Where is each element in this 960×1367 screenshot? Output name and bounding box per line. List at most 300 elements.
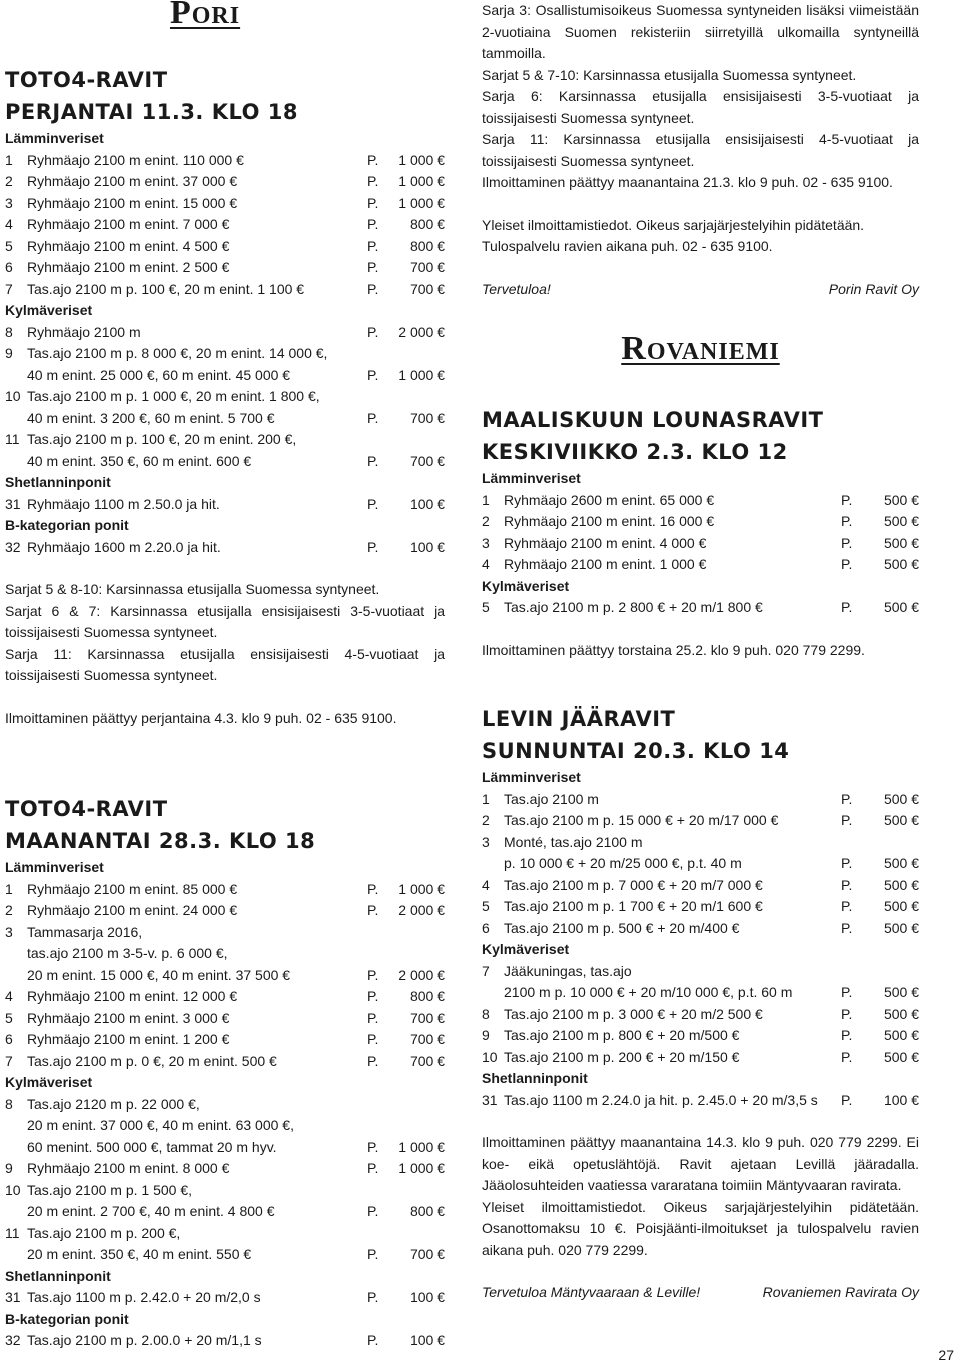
race-row	[5, 1008, 445, 1030]
prize-label: P.	[841, 491, 853, 508]
race-row	[482, 533, 919, 555]
race-description: Ryhmäajo 1100 m 2.50.0 ja hit.	[27, 495, 220, 512]
race-row	[5, 900, 445, 922]
race-description: Ryhmäajo 2100 m enint. 1 200 €	[27, 1031, 230, 1047]
race-description: 40 m enint. 350 €, 60 m enint. 600 €	[27, 452, 252, 469]
section-title: Kylmäveriset	[5, 1074, 93, 1090]
race-row	[5, 1158, 445, 1180]
prize-amount: 500 €	[883, 984, 919, 1000]
race-description: Ryhmäajo 2600 m enint. 65 000 €	[504, 491, 715, 508]
race-list	[5, 857, 445, 1352]
race-number: 11	[5, 431, 20, 447]
race-number: 10	[5, 388, 21, 404]
race-description: Ryhmäajo 2100 m	[27, 323, 141, 340]
race-row	[5, 236, 445, 258]
section-title: Shetlanninponit	[5, 474, 111, 490]
race-row	[5, 386, 445, 408]
signature	[482, 279, 919, 301]
race-description: Tammasarja 2016,	[27, 923, 143, 940]
prize-label: P.	[841, 599, 853, 615]
race-number: 9	[5, 1160, 13, 1176]
race-description: Tas.ajo 2100 m p. 8 000 €, 20 m enint. 14 000 €,	[27, 345, 328, 361]
race-row	[5, 879, 445, 901]
race-description: Tas.ajo 2100 m p. 500 € + 20 m/400 €	[504, 919, 740, 936]
race-row	[5, 408, 445, 430]
event-heading: LEVIN JÄÄRAVIT	[482, 707, 676, 731]
prize-amount	[389, 1180, 445, 1202]
note-paragraph: Sarjat 5 & 7-10: Karsinnassa etusijalla Suomessa syntyneet.	[482, 66, 857, 83]
section-title: Shetlanninponit	[5, 1267, 111, 1284]
prize-amount	[863, 832, 919, 854]
race-description: Tas.ajo 2100 m p. 200 €,	[27, 1224, 181, 1241]
race-row	[5, 171, 445, 193]
race-row	[5, 1094, 445, 1116]
greeting: Tervetuloa!	[482, 280, 551, 297]
event-date-heading: MAANANTAI 28.3. KLO 18	[5, 829, 316, 853]
greeting: Tervetuloa Mäntyvaaraan & Leville!	[482, 1284, 701, 1300]
prize-label: P.	[841, 984, 853, 1000]
prize-amount: 1 000 €	[398, 880, 445, 897]
prize-label: P.	[367, 280, 379, 297]
race-number: 3	[482, 534, 490, 551]
prize-amount: 2 000 €	[398, 902, 445, 918]
organizer: Porin Ravit Oy	[828, 280, 919, 297]
race-number: 1	[482, 790, 490, 807]
race-number	[5, 1244, 27, 1266]
prize-amount	[389, 1094, 445, 1116]
race-number	[482, 853, 504, 875]
race-row	[482, 1047, 919, 1069]
race-number: 2	[5, 173, 13, 189]
prize-label: P.	[367, 173, 379, 189]
prize-label	[367, 1223, 389, 1245]
race-number: 5	[5, 1009, 13, 1026]
race-row	[482, 511, 919, 533]
prize-amount: 100 €	[883, 1091, 919, 1108]
race-description: p. 10 000 € + 20 m/25 000 €, p.t. 40 m	[504, 855, 742, 871]
race-row	[5, 986, 445, 1008]
prize-amount: 800 €	[409, 237, 445, 254]
prize-amount: 800 €	[409, 1203, 445, 1219]
race-description: tas.ajo 2100 m 3-5-v. p. 6 000 €,	[27, 945, 228, 961]
race-description: Tas.ajo 2100 m p. 800 € + 20 m/500 €	[504, 1027, 740, 1043]
prize-label: P.	[841, 919, 853, 936]
race-number: 6	[5, 259, 13, 275]
race-description: Ryhmäajo 2100 m enint. 37 000 €	[27, 173, 238, 189]
prize-label: P.	[367, 988, 379, 1004]
event-date-heading: KESKIVIIKKO 2.3. KLO 12	[482, 440, 788, 464]
note-paragraph: Ilmoittaminen päättyy maanantaina 14.3. klo 9 puh. 020 779 2299. Ei koe- eikä opetuslähtöjä. Ravit ajetaan Levillä jääradalla. Jääolosuhteiden vaatiessa vararatana toimiin Mäntyvaaran ravirata.	[482, 1134, 919, 1193]
race-description: 40 m enint. 3 200 €, 60 m enint. 5 700 €	[27, 409, 275, 426]
race-number: 6	[482, 919, 490, 936]
race-number	[5, 1137, 27, 1159]
race-number: 10	[482, 1048, 498, 1065]
race-list	[5, 128, 445, 558]
prize-amount: 700 €	[409, 452, 445, 469]
page-number: 27	[938, 1347, 954, 1363]
section-title: Kylmäveriset	[5, 302, 93, 318]
prize-label: P.	[367, 880, 379, 897]
prize-amount: 100 €	[409, 1289, 445, 1305]
race-row	[5, 150, 445, 172]
race-description: 20 m enint. 15 000 €, 40 m enint. 37 500 €	[27, 966, 291, 983]
race-row	[482, 982, 919, 1004]
race-row	[5, 537, 445, 559]
section-title: B-kategorian ponit	[5, 1310, 129, 1327]
note-paragraph: Sarja 3: Osallistumisoikeus Suomessa syntyneiden lisäksi viimeistään 2-vuotiaina Suomen rekisteriin siirretyillä ulkomailla syntyneillä tammoilla.	[482, 2, 919, 61]
note-paragraph: Sarjat 6 & 7: Karsinnassa etusijalla ensisijaisesti 3-5-vuotiaat ja toissijaisesti Suomessa syntyneet.	[5, 602, 445, 640]
race-row	[482, 875, 919, 897]
race-description: Tas.ajo 2100 m p. 2.00.0 + 20 m/1,1 s	[27, 1332, 262, 1348]
venue-title-pori: Pori	[170, 0, 241, 31]
race-description: 40 m enint. 25 000 €, 60 m enint. 45 000 €	[27, 366, 291, 383]
race-description: Tas.ajo 2100 m p. 7 000 € + 20 m/7 000 €	[504, 876, 763, 893]
prize-label: P.	[367, 495, 379, 512]
race-number: 31	[5, 1289, 21, 1305]
prize-amount	[389, 1115, 445, 1137]
prize-amount: 500 €	[883, 919, 919, 936]
race-list	[482, 468, 919, 619]
section-title: Lämminveriset	[482, 769, 581, 785]
prize-label: P.	[367, 151, 379, 168]
prize-amount	[863, 961, 919, 983]
race-number: 3	[482, 833, 490, 850]
race-row	[5, 1330, 445, 1352]
note-paragraph: Yleiset ilmoittamistiedot. Oikeus sarjajärjestelyihin pidätetään. Osanottomaksu 10 €. Poisjäänti-ilmoitukset ja tulospalvelu ravien aikana puh. 020 779 2299.	[482, 1198, 919, 1258]
event-heading: TOTO4-RAVIT	[5, 797, 168, 821]
race-description: Ryhmäajo 2100 m enint. 16 000 €	[504, 513, 715, 529]
race-row	[5, 1201, 445, 1223]
race-number	[5, 965, 27, 987]
race-description: Tas.ajo 2100 m p. 1 500 €,	[27, 1181, 192, 1198]
race-number: 31	[5, 495, 21, 512]
race-row	[482, 918, 919, 940]
race-description: Ryhmäajo 2100 m enint. 85 000 €	[27, 880, 238, 897]
race-description: Tas.ajo 2100 m p. 100 €, 20 m enint. 200 €,	[27, 431, 297, 447]
race-description: Tas.ajo 2100 m p. 1 000 €, 20 m enint. 1 800 €,	[27, 388, 320, 404]
prize-amount: 100 €	[409, 1332, 445, 1348]
prize-amount: 1 000 €	[398, 151, 445, 168]
race-number: 5	[482, 599, 490, 615]
prize-label: P.	[367, 1138, 379, 1155]
prize-label: P.	[367, 409, 379, 426]
race-row	[5, 943, 445, 965]
organizer: Rovaniemen Ravirata Oy	[762, 1284, 919, 1300]
race-description: Jääkuningas, tas.ajo	[504, 962, 632, 979]
event-heading: TOTO4-RAVIT	[5, 68, 168, 92]
race-number: 1	[5, 151, 13, 168]
prize-label: P.	[367, 1332, 379, 1348]
prize-amount: 800 €	[409, 988, 445, 1004]
prize-amount: 100 €	[409, 538, 445, 555]
race-row	[5, 451, 445, 473]
prize-amount: 500 €	[883, 556, 919, 572]
race-number: 7	[5, 280, 13, 297]
section-title: Lämminveriset	[5, 859, 104, 875]
race-number	[5, 365, 27, 387]
prize-label: P.	[367, 452, 379, 469]
race-description: Ryhmäajo 2100 m enint. 4 500 €	[27, 237, 230, 254]
section-title: Kylmäveriset	[482, 577, 570, 594]
race-number	[482, 982, 504, 1004]
prize-amount: 500 €	[883, 491, 919, 508]
race-number	[5, 451, 27, 473]
race-row	[5, 279, 445, 301]
race-row	[5, 193, 445, 215]
race-row	[482, 1090, 919, 1112]
race-row	[5, 1115, 445, 1137]
race-row	[5, 494, 445, 516]
section-title: Lämminveriset	[482, 470, 581, 486]
event-date-heading: SUNNUNTAI 20.3. KLO 14	[482, 739, 790, 763]
race-row	[5, 1287, 445, 1309]
race-row	[5, 429, 445, 451]
prize-amount: 100 €	[409, 495, 445, 512]
race-row	[5, 1244, 445, 1266]
race-row	[482, 896, 919, 918]
race-description: 60 menint. 500 000 €, tammat 20 m hyv.	[27, 1138, 277, 1155]
race-row	[5, 322, 445, 344]
race-row	[482, 490, 919, 512]
note-paragraph: Ilmoittaminen päättyy maanantaina 21.3. klo 9 puh. 02 - 635 9100.	[482, 174, 893, 190]
prize-label: P.	[367, 1289, 379, 1305]
prize-label: P.	[841, 855, 853, 871]
note-paragraph: Tulospalvelu ravien aikana puh. 02 - 635 9100.	[482, 238, 773, 254]
prize-label: P.	[367, 966, 379, 983]
race-number: 1	[5, 880, 13, 897]
prize-label: P.	[367, 194, 379, 211]
race-number: 2	[482, 812, 490, 828]
race-row	[5, 965, 445, 987]
prize-amount: 700 €	[409, 259, 445, 275]
prize-amount: 500 €	[883, 513, 919, 529]
prize-label	[367, 386, 389, 408]
race-number: 3	[5, 194, 13, 211]
race-row	[482, 853, 919, 875]
prize-amount	[389, 343, 445, 365]
prize-label: P.	[367, 538, 379, 555]
prize-label: P.	[841, 556, 853, 572]
prize-amount: 500 €	[883, 1048, 919, 1065]
prize-amount: 2 000 €	[398, 323, 445, 340]
prize-label: P.	[367, 1160, 379, 1176]
race-description: Tas.ajo 1100 m 2.24.0 ja hit. p. 2.45.0 + 20 m/3,5 s	[504, 1091, 818, 1108]
note-paragraph: Sarja 11: Karsinnassa etusijalla ensisijaisesti 4-5-vuotiaat ja toissijaisesti Suomessa syntyneet.	[482, 131, 919, 169]
prize-amount: 1 000 €	[398, 366, 445, 383]
prize-amount: 800 €	[409, 216, 445, 232]
race-number: 9	[482, 1027, 490, 1043]
race-number: 3	[5, 923, 13, 940]
prize-label	[367, 429, 389, 451]
race-description: Ryhmäajo 2100 m enint. 3 000 €	[27, 1009, 230, 1026]
prize-label: P.	[841, 876, 853, 893]
prize-amount: 700 €	[409, 1246, 445, 1262]
prize-amount: 500 €	[883, 599, 919, 615]
race-number: 1	[482, 491, 490, 508]
prize-amount: 1 000 €	[398, 1138, 445, 1155]
prize-label: P.	[841, 812, 853, 828]
race-notes	[482, 0, 919, 194]
prize-label: P.	[367, 1031, 379, 1047]
note-paragraph: Yleiset ilmoittamistiedot. Oikeus sarjajärjestelyihin pidätetään.	[482, 216, 865, 233]
prize-label	[367, 1180, 389, 1202]
race-number	[5, 1115, 27, 1137]
race-row	[5, 214, 445, 236]
prize-amount: 700 €	[409, 1031, 445, 1047]
prize-label	[841, 832, 863, 854]
race-description: Ryhmäajo 2100 m enint. 2 500 €	[27, 259, 230, 275]
prize-amount: 500 €	[883, 898, 919, 914]
race-row	[482, 789, 919, 811]
prize-amount: 1 000 €	[398, 194, 445, 211]
race-number: 4	[5, 988, 13, 1004]
prize-label: P.	[367, 902, 379, 918]
race-number: 8	[5, 323, 13, 340]
race-row	[5, 1051, 445, 1073]
race-row	[5, 365, 445, 387]
race-row	[5, 1223, 445, 1245]
prize-label	[367, 1094, 389, 1116]
race-number: 2	[5, 902, 13, 918]
prize-amount	[389, 922, 445, 944]
prize-amount	[389, 386, 445, 408]
prize-amount: 500 €	[883, 876, 919, 893]
prize-amount: 500 €	[883, 534, 919, 551]
race-number	[5, 1201, 27, 1223]
race-row	[482, 597, 919, 619]
prize-label: P.	[841, 1027, 853, 1043]
race-description: Tas.ajo 2100 m p. 1 700 € + 20 m/1 600 €	[504, 898, 763, 914]
race-number: 7	[5, 1052, 13, 1069]
race-description: Tas.ajo 1100 m p. 2.42.0 + 20 m/2,0 s	[27, 1289, 261, 1305]
prize-amount: 700 €	[409, 409, 445, 426]
race-description: Ryhmäajo 2100 m enint. 24 000 €	[27, 902, 238, 918]
prize-label: P.	[367, 1203, 379, 1219]
race-row	[5, 922, 445, 944]
prize-label: P.	[367, 366, 379, 383]
race-number: 8	[5, 1095, 13, 1112]
prize-amount: 700 €	[409, 280, 445, 297]
race-number: 10	[5, 1181, 21, 1198]
prize-label	[367, 922, 389, 944]
note-paragraph: Sarja 6: Karsinnassa etusijalla ensisijaisesti 3-5-vuotiaat ja toissijaisesti Suomessa syntyneet.	[482, 88, 919, 126]
prize-label: P.	[367, 1009, 379, 1026]
prize-label: P.	[367, 323, 379, 340]
race-number: 4	[5, 216, 13, 232]
race-description: 20 m enint. 37 000 €, 40 m enint. 63 000 €,	[27, 1117, 294, 1133]
race-description: Ryhmäajo 2100 m enint. 15 000 €	[27, 194, 238, 211]
left-column	[5, 0, 445, 1352]
prize-label: P.	[367, 259, 379, 275]
race-number: 32	[5, 538, 21, 555]
race-description: Tas.ajo 2100 m p. 3 000 € + 20 m/2 500 €	[504, 1005, 763, 1022]
prize-label	[367, 943, 389, 965]
race-row	[5, 1137, 445, 1159]
prize-amount: 1 000 €	[398, 173, 445, 189]
race-list	[482, 767, 919, 1111]
race-number: 2	[482, 513, 490, 529]
race-description: 20 m enint. 2 700 €, 40 m enint. 4 800 €	[27, 1203, 275, 1219]
prize-label: P.	[367, 216, 379, 232]
prize-amount	[389, 943, 445, 965]
prize-label	[841, 961, 863, 983]
prize-label: P.	[841, 1005, 853, 1022]
race-notes	[482, 1132, 919, 1261]
prize-amount: 1 000 €	[398, 1160, 445, 1176]
section-title: Shetlanninponit	[482, 1070, 588, 1086]
race-description: Tas.ajo 2100 m p. 0 €, 20 m enint. 500 €	[27, 1052, 277, 1069]
race-number: 6	[5, 1031, 13, 1047]
prize-label: P.	[841, 898, 853, 914]
race-description: Tas.ajo 2100 m p. 15 000 € + 20 m/17 000 €	[504, 812, 779, 828]
prize-amount: 500 €	[883, 855, 919, 871]
section-title: B-kategorian ponit	[5, 517, 129, 533]
race-description: Tas.ajo 2100 m p. 2 800 € + 20 m/1 800 €	[504, 599, 763, 615]
prize-label: P.	[367, 1246, 379, 1262]
prize-label: P.	[841, 1091, 853, 1108]
race-description: Ryhmäajo 1600 m 2.20.0 ja hit.	[27, 538, 221, 555]
race-number: 11	[5, 1224, 20, 1241]
race-description: Tas.ajo 2100 m	[504, 790, 599, 807]
note-paragraph: Sarja 11: Karsinnassa etusijalla ensisijaisesti 4-5-vuotiaat ja toissijaisesti Suomessa syntyneet.	[5, 645, 445, 683]
prize-amount: 700 €	[409, 1009, 445, 1026]
race-description: Ryhmäajo 2100 m enint. 4 000 €	[504, 534, 707, 551]
race-number	[5, 408, 27, 430]
section-title: Kylmäveriset	[482, 941, 570, 957]
prize-amount: 500 €	[883, 1027, 919, 1043]
registration-note: Ilmoittaminen päättyy torstaina 25.2. klo 9 puh. 020 779 2299.	[482, 641, 865, 658]
prize-label: P.	[367, 1052, 379, 1069]
race-number: 9	[5, 345, 13, 361]
prize-label: P.	[367, 237, 379, 254]
race-row	[5, 343, 445, 365]
race-description: 20 m enint. 350 €, 40 m enint. 550 €	[27, 1246, 252, 1262]
prize-label: P.	[841, 513, 853, 529]
race-description: Tas.ajo 2100 m p. 100 €, 20 m enint. 1 100 €	[27, 280, 305, 297]
race-description: 2100 m p. 10 000 € + 20 m/10 000 €, p.t. 60 m	[504, 984, 793, 1000]
registration-note: Ilmoittaminen päättyy perjantaina 4.3. klo 9 puh. 02 - 635 9100.	[5, 709, 397, 726]
race-number: 8	[482, 1005, 490, 1022]
race-row	[5, 1180, 445, 1202]
prize-label	[367, 1115, 389, 1137]
prize-amount	[389, 429, 445, 451]
prize-amount: 700 €	[409, 1052, 445, 1069]
race-description: Monté, tas.ajo 2100 m	[504, 833, 643, 850]
signature	[482, 1282, 919, 1304]
venue-title-rovaniemi: Rovaniemi	[621, 330, 780, 367]
race-row	[482, 810, 919, 832]
race-description: Tas.ajo 2120 m p. 22 000 €,	[27, 1095, 200, 1112]
prize-amount: 500 €	[883, 790, 919, 807]
race-number: 4	[482, 556, 490, 572]
race-description: Ryhmäajo 2100 m enint. 12 000 €	[27, 988, 238, 1004]
section-title: Lämminveriset	[5, 130, 104, 146]
general-info	[482, 215, 919, 258]
race-row	[5, 1029, 445, 1051]
race-notes	[5, 579, 445, 687]
race-row	[482, 1004, 919, 1026]
race-row	[482, 832, 919, 854]
prize-label: P.	[841, 1048, 853, 1065]
prize-amount: 2 000 €	[398, 966, 445, 983]
race-row	[482, 554, 919, 576]
race-description: Ryhmäajo 2100 m enint. 8 000 €	[27, 1160, 230, 1176]
prize-label	[367, 343, 389, 365]
race-description: Ryhmäajo 2100 m enint. 7 000 €	[27, 216, 230, 232]
race-description: Ryhmäajo 2100 m enint. 110 000 €	[27, 151, 244, 168]
race-number: 5	[5, 237, 13, 254]
race-number: 31	[482, 1091, 498, 1108]
